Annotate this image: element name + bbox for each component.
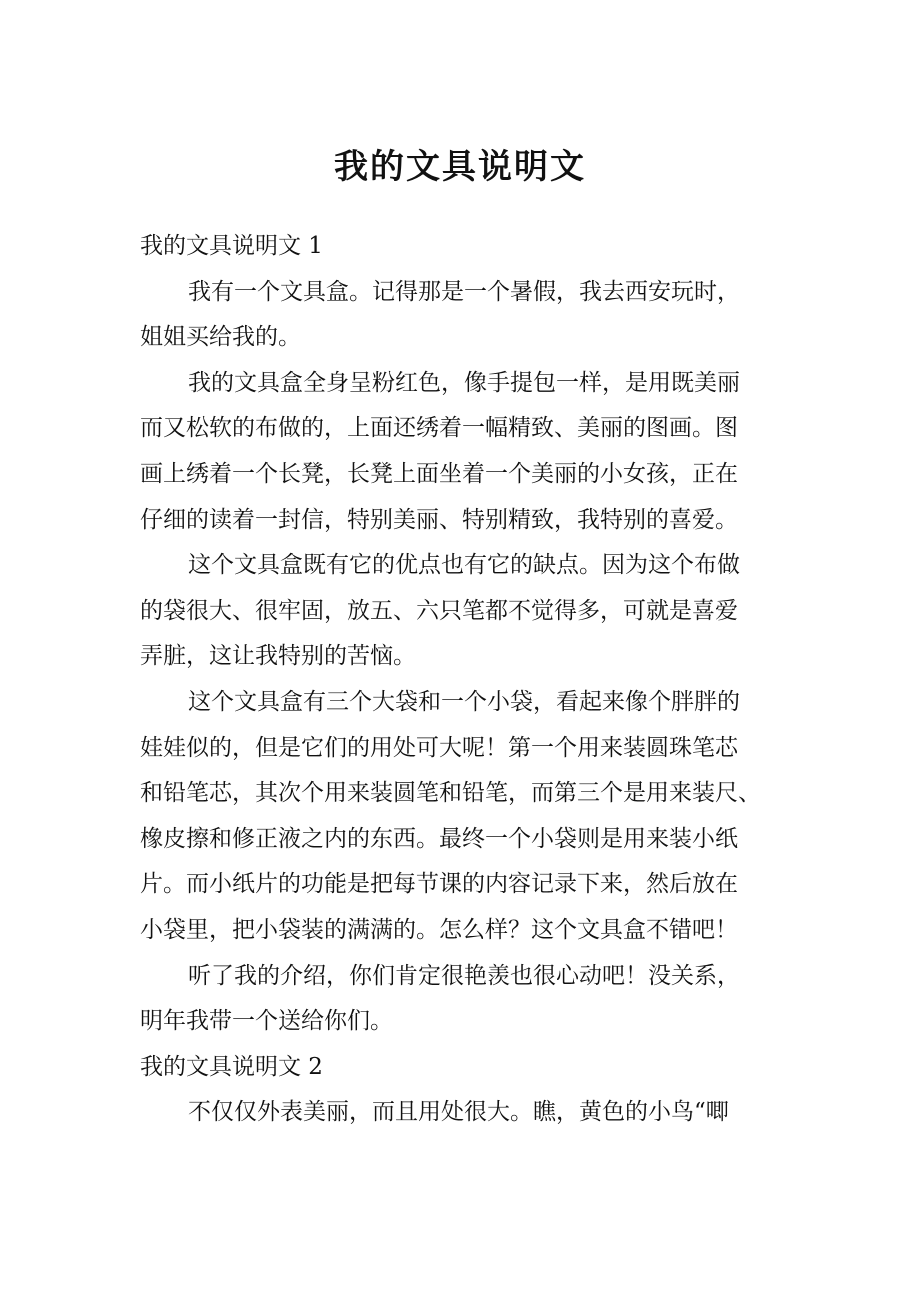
paragraph — [140, 270, 790, 361]
paragraph — [140, 1090, 790, 1136]
text-line: 姐姐买给我的。 — [140, 324, 301, 351]
paragraph — [140, 361, 790, 543]
paragraph — [140, 954, 790, 1045]
text-line: 这个文具盒有三个大袋和一个小袋，看起来像个胖胖的 — [188, 688, 740, 715]
text-line: 弄脏，这让我特别的苦恼。 — [140, 643, 416, 670]
document-body — [140, 224, 790, 1136]
paragraph — [140, 543, 790, 680]
text-line: 娃娃似的，但是它们的用处可大呢！第一个用来装圆珠笔芯 — [140, 734, 738, 761]
text-line: 的袋很大、很牢固，放五、六只笔都不觉得多，可就是喜爱 — [140, 597, 738, 624]
text-line: 和铅笔芯，其次个用来装圆笔和铅笔，而第三个是用来装尺、 — [140, 780, 761, 807]
text-line: 听了我的介绍，你们肯定很艳羡也很心动吧！没关系， — [188, 962, 740, 989]
text-line: 不仅仅外表美丽，而且用处很大。瞧，黄色的小鸟“唧 — [188, 1099, 729, 1126]
text-line: 明年我带一个送给你们。 — [140, 1008, 393, 1035]
text-line: 我的文具盒全身呈粉红色，像手提包一样，是用既美丽 — [188, 369, 740, 396]
text-line: 片。而小纸片的功能是把每节课的内容记录下来，然后放在 — [140, 871, 738, 898]
text-line: 小袋里，把小袋装的满满的。怎么样？这个文具盒不错吧！ — [140, 916, 738, 943]
text-line: 画上绣着一个长凳，长凳上面坐着一个美丽的小女孩，正在 — [140, 460, 738, 487]
text-line: 而又松软的布做的，上面还绣着一幅精致、美丽的图画。图 — [140, 415, 738, 442]
document-title: 我的文具说明文 — [334, 147, 586, 187]
paragraph — [140, 680, 790, 954]
section-heading: 我的文具说明文 2 — [140, 1053, 323, 1080]
text-line: 我有一个文具盒。记得那是一个暑假，我去西安玩时， — [188, 278, 740, 305]
text-line: 这个文具盒既有它的优点也有它的缺点。因为这个布做 — [188, 552, 740, 579]
text-line: 橡皮擦和修正液之内的东西。最终一个小袋则是用来装小纸 — [140, 825, 738, 852]
text-line: 仔细的读着一封信，特别美丽、特别精致，我特别的喜爱。 — [140, 506, 738, 533]
section-heading: 我的文具说明文 1 — [140, 233, 323, 259]
